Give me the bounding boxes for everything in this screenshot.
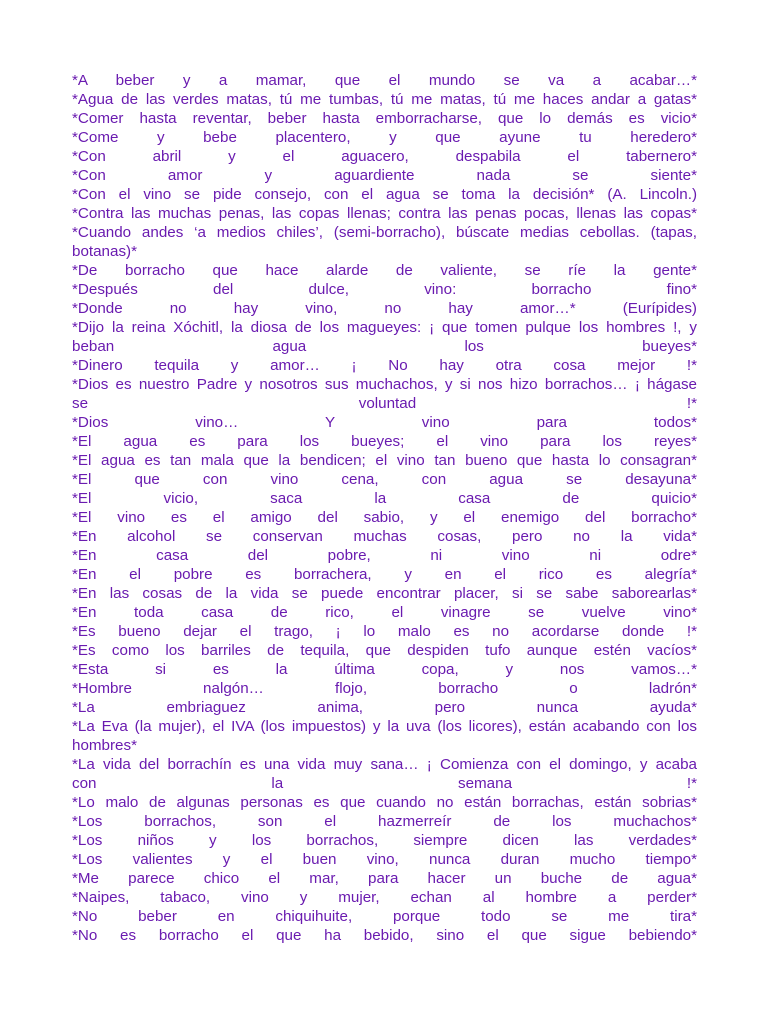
text-line: *El que con vino cena, con agua se desayuna*	[72, 471, 697, 488]
text-line: *Cuando andes ‘a medios chiles’, (semi-borracho), búscate medias cebollas. (tapas,	[72, 224, 697, 241]
text-line: *Con abril y el aguacero, despabila el tabernero*	[72, 148, 697, 165]
text-line: *Los valientes y el buen vino, nunca duran mucho tiempo*	[72, 851, 697, 868]
text-line: *Agua de las verdes matas, tú me tumbas, tú me matas, tú me haces andar a gatas*	[72, 91, 697, 108]
text-line: *Naipes, tabaco, vino y mujer, echan al hombre a perder*	[72, 889, 697, 906]
text-line: *Come y bebe placentero, y que ayune tu heredero*	[72, 129, 697, 146]
text-line: *Esta si es la última copa, y nos vamos…*	[72, 661, 697, 678]
text-line: *Me parece chico el mar, para hacer un buche de agua*	[72, 870, 697, 887]
text-line: *No beber en chiquihuite, porque todo se me tira*	[72, 908, 697, 925]
text-line: *Dios es nuestro Padre y nosotros sus muchachos, y si nos hizo borrachos… ¡ hágase	[72, 376, 697, 393]
text-line: beban agua los bueyes*	[72, 338, 697, 355]
text-line: *En toda casa de rico, el vinagre se vuelve vino*	[72, 604, 697, 621]
text-line: *Contra las muchas penas, las copas llenas; contra las penas pocas, llenas las copas*	[72, 205, 697, 222]
text-line: *La embriaguez anima, pero nunca ayuda*	[72, 699, 697, 716]
text-line: *Hombre nalgón… flojo, borracho o ladrón*	[72, 680, 697, 697]
text-line: *Después del dulce, vino: borracho fino*	[72, 281, 697, 298]
text-line: hombres*	[72, 737, 137, 754]
text-line: *El agua es para los bueyes; el vino para los reyes*	[72, 433, 697, 450]
text-line: con la semana !*	[72, 775, 697, 792]
text-line: *El agua es tan mala que la bendicen; el vino tan bueno que hasta lo consagran*	[72, 452, 697, 469]
text-line: *Los niños y los borrachos, siempre dicen las verdades*	[72, 832, 697, 849]
text-line: *Es como los barriles de tequila, que despiden tufo aunque estén vacíos*	[72, 642, 697, 659]
text-line: *De borracho que hace alarde de valiente, se ríe la gente*	[72, 262, 697, 279]
text-line: *En las cosas de la vida se puede encontrar placer, si se sabe saborearlas*	[72, 585, 697, 602]
text-line: se voluntad !*	[72, 395, 697, 412]
text-line: *Dinero tequila y amor… ¡ No hay otra cosa mejor !*	[72, 357, 697, 374]
text-line: *En alcohol se conservan muchas cosas, pero no la vida*	[72, 528, 697, 545]
text-line: *El vicio, saca la casa de quicio*	[72, 490, 697, 507]
text-line: *Los borrachos, son el hazmerreír de los muchachos*	[72, 813, 697, 830]
document-page	[72, 71, 697, 945]
text-line: *En el pobre es borrachera, y en el rico es alegría*	[72, 566, 697, 583]
text-line: *El vino es el amigo del sabio, y el enemigo del borracho*	[72, 509, 697, 526]
text-line: *Donde no hay vino, no hay amor…* (Eurípides)	[72, 300, 697, 317]
text-line: *La vida del borrachín es una vida muy sana… ¡ Comienza con el domingo, y acaba	[72, 756, 697, 773]
text-line: *Con amor y aguardiente nada se siente*	[72, 167, 697, 184]
text-line: *En casa del pobre, ni vino ni odre*	[72, 547, 697, 564]
text-line: botanas)*	[72, 243, 138, 260]
text-line: *Lo malo de algunas personas es que cuando no están borrachas, están sobrias*	[72, 794, 697, 811]
text-line: *La Eva (la mujer), el IVA (los impuestos) y la uva (los licores), están acabando con los	[72, 718, 697, 735]
text-line: *Dios vino… Y vino para todos*	[72, 414, 697, 431]
text-line: *Es bueno dejar el trago, ¡ lo malo es no acordarse donde !*	[72, 623, 697, 640]
text-line: *No es borracho el que ha bebido, sino el que sigue bebiendo*	[72, 927, 697, 944]
text-line: *Dijo la reina Xóchitl, la diosa de los magueyes: ¡ que tomen pulque los hombres !, y	[72, 319, 697, 336]
text-line: *A beber y a mamar, que el mundo se va a acabar…*	[72, 72, 697, 89]
text-line: *Comer hasta reventar, beber hasta emborracharse, que lo demás es vicio*	[72, 110, 697, 127]
text-line: *Con el vino se pide consejo, con el agua se toma la decisión* (A. Lincoln.)	[72, 186, 697, 203]
